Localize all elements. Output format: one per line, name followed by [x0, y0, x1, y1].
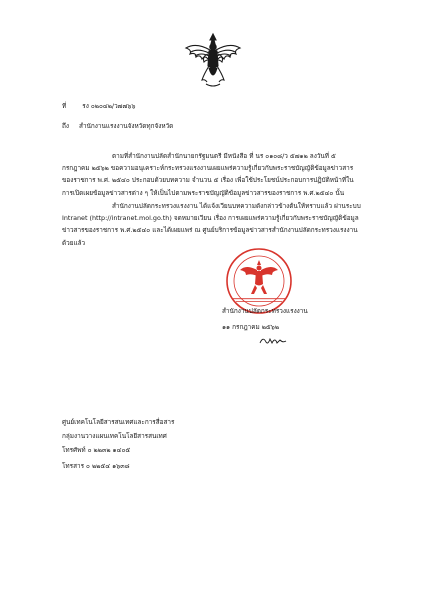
signature-icon: [258, 334, 288, 346]
reference-line: [62, 102, 135, 110]
footer-fax: โทรสาร ๐ ๒๒๕๔ ๑๖๓๘: [62, 462, 130, 470]
recipient-text: สำนักงานแรงงานจังหวัดทุกจังหวัด: [79, 122, 174, 130]
reference-label: ที่: [62, 102, 67, 110]
footer-phone: โทรศัพท์ ๐ ๒๒๓๒ ๑๔๐๕: [62, 446, 131, 454]
body-paragraph-2: สำนักงานปลัดกระทรวงแรงงาน ได้แจ้งเวียนบทความดังกล่าวข้างต้นให้ทราบแล้ว ผ่านระบบ Intranet (http://intranet.mol.go.th) จดหมายเวียน เรื่อง การเผยแพร่ความรู้เกี่ยวกับพระราชบัญญัติข้อมูลข่าวสารของราชการ พ.ศ.๒๕๔๐ และได้เผยแพร่ ณ ศูนย์บริการข้อมูลข่าวสารสำนักงานปลัดกระทรวงแรงงานด้วยแล้ว: [62, 202, 361, 247]
garuda-emblem-icon: [182, 32, 244, 90]
recipient-label: ถึง: [62, 122, 69, 130]
reference-number: รง ๐๒๐๔๒/ว๗๗๖๖: [82, 102, 136, 110]
recipient-line: [62, 122, 173, 130]
signing-office: สำนักงานปลัดกระทรวงแรงงาน: [222, 307, 308, 315]
signing-date: ๑๑ กรกฎาคม ๒๕๖๒: [222, 323, 280, 331]
body-paragraph-1: ตามที่สำนักงานปลัดสำนักนายกรัฐมนตรี มีหนังสือ ที่ นร ๐๑๐๘/ว ๕๗๑๒ ลงวันที่ ๕ กรกฎาคม ๒๕๖๒ ขอความอนุเคราะห์กระทรวงแรงงานเผยแพร่ความรู้เกี่ยวกับพระราชบัญญัติข้อมูลข่าวสารของราชการ พ.ศ. ๒๕๔๐ ประกอบด้วยบทความ จำนวน ๕ เรื่อง เพื่อใช้ประโยชน์ประกอบการปฏิบัติหน้าที่ในการเปิดเผยข้อมูลข่าวสารต่าง ๆ ให้เป็นไปตามพระราชบัญญัติข้อมูลข่าวสารของราชการ พ.ศ.๒๕๔๐ นั้น: [62, 152, 354, 197]
footer-group: กลุ่มงานวางแผนเทคโนโลยีสารสนเทศ: [62, 432, 167, 440]
footer-unit: ศูนย์เทคโนโลยีสารสนเทศและการสื่อสาร: [62, 418, 175, 426]
